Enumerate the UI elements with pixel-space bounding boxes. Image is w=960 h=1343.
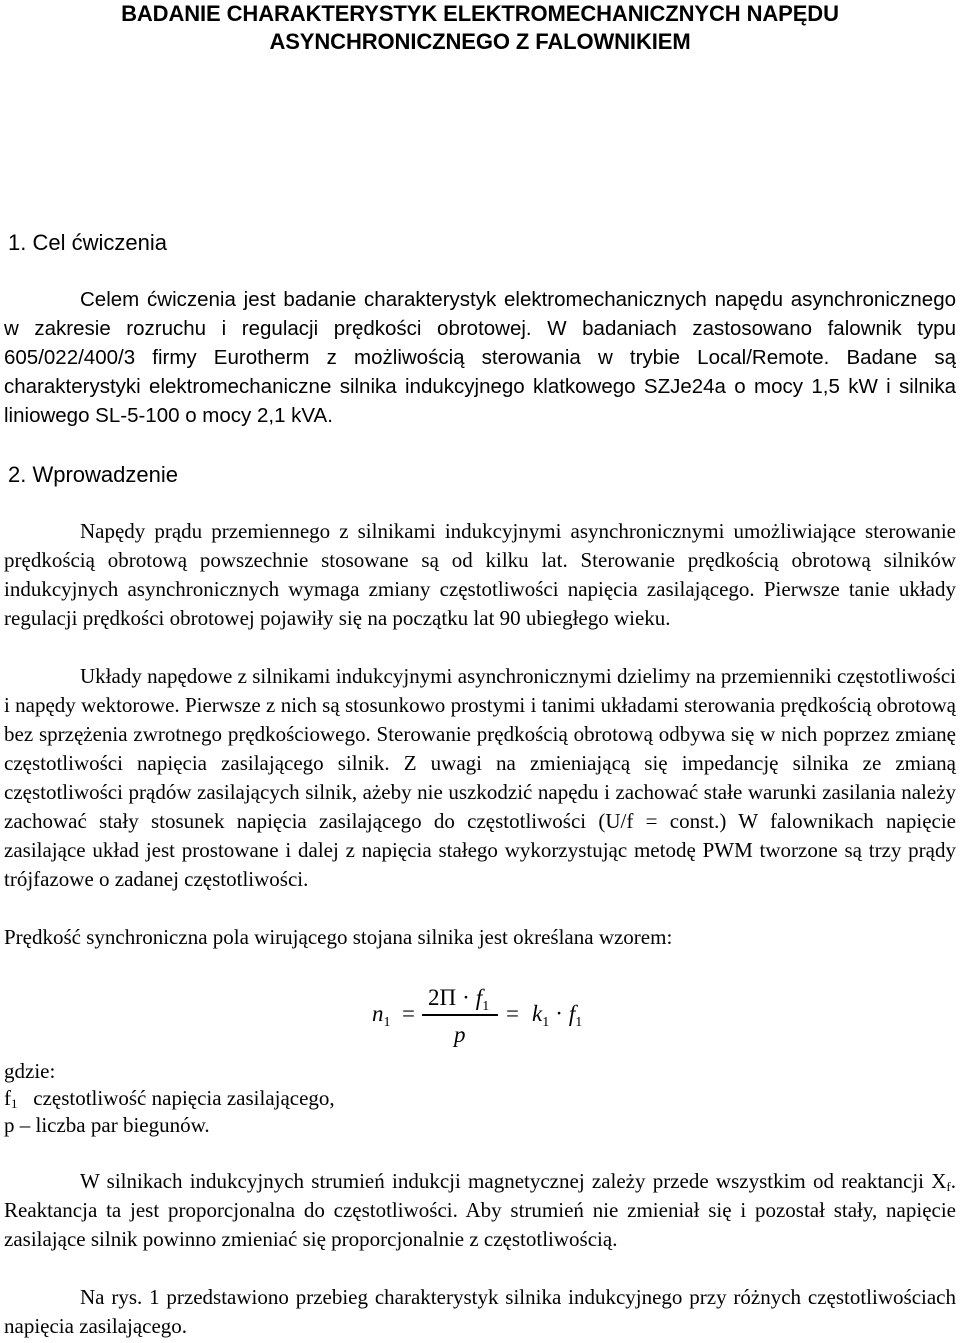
definition-f1: $f_1$ częstotliwość napięcia zasilającego, (4, 1086, 335, 1111)
definition-p: p – liczba par biegunów. (4, 1113, 210, 1137)
formula-numerator: $2\Pi \cdot f_1$ (428, 985, 490, 1014)
formula-intro-text: Prędkość synchroniczna pola wirującego stojana silnika jest określana wzorem: (4, 925, 673, 949)
document-title-line-1: BADANIE CHARAKTERYSTYK ELEKTROMECHANICZNYCH NAPĘDU (121, 1, 839, 26)
intro-paragraph-4: W silnikach indukcyjnych strumień indukcji magnetycznej zależy przede wszystkim od reaktancji $X_f$. Reaktancja ta jest proporcjonalna do częstotliwości. Aby strumień nie zmieniał się i pozostał stały, napięcie zasilające silnik powinno zmieniać się proporcjonalnie z częstotliwością. (4, 1169, 956, 1251)
formula-rhs: $k_1 \cdot f_1$ (532, 1001, 583, 1030)
formula-denominator: p (454, 1022, 466, 1047)
synchronous-speed-formula (372, 985, 602, 1055)
where-label: gdzie: (4, 1059, 56, 1083)
intro-paragraph-5: Na rys. 1 przedstawiono przebieg charakterystyk silnika indukcyjnego przy różnych częstotliwościach napięcia zasilającego. (4, 1285, 956, 1338)
fraction-bar (422, 1014, 498, 1016)
intro-paragraph-2: Układy napędowe z silnikami indukcyjnymi asynchronicznymi dzielimy na przemienniki częstotliwości i napędy wektorowe. Pierwsze z nich są stosunkowo prostymi i tanimi układami sterowania prędkością obrotową bez sprzężenia zwrotnego prędkościowego. Sterowanie prędkością obrotową odbywa się w nich poprzez zmianę częstotliwości napięcia zasilającego silnik. Z uwagi na zmieniającą się impedancję silnika ze zmianą częstotliwości prądów zasilających silnik, ażeby nie uszkodzić napędu i zachować stałe warunki zasilania należy zachować stały stosunek napięcia zasilającego do częstotliwości (U/f = const.) W falownikach napięcie zasilające układ jest prostowane i dalej z napięcia stałego wykorzystując metodę PWM tworzone są trzy prądy trójfazowe o zadanej częstotliwości. (4, 664, 956, 891)
section-1-heading: 1. Cel ćwiczenia (8, 230, 167, 255)
intro-paragraph-1: Napędy prądu przemiennego z silnikami indukcyjnymi asynchronicznymi umożliwiające sterowanie prędkością obrotową powszechnie stosowane są od kilku lat. Sterowanie prędkością obrotową silników indukcyjnych asynchronicznych wymaga zmiany częstotliwości napięcia zasilającego. Pierwsze tanie układy regulacji prędkości obrotowej pojawiły się na początku lat 90 ubiegłego wieku. (4, 519, 956, 630)
formula-lhs: $n_1$ (372, 1001, 391, 1030)
formula-equals: = (402, 1001, 415, 1026)
section-2-heading: 2. Wprowadzenie (8, 462, 178, 487)
document-title-line-2: ASYNCHRONICZNEGO Z FALOWNIKIEM (269, 29, 691, 54)
section-1-paragraph: Celem ćwiczenia jest badanie charakterystyk elektromechanicznych napędu asynchronicznego w zakresie rozruchu i regulacji prędkości obrotowej. W badaniach zastosowano falownik typu 605/022/400/3 firmy Eurotherm z możliwością sterowania w trybie Local/Remote. Badane są charakterystyki elektromechaniczne silnika indukcyjnego klatkowego SZJe24a o mocy 1,5 kW i silnika liniowego SL-5-100 o mocy 2,1 kVA. (4, 288, 956, 427)
formula-equals-2: = (506, 1001, 519, 1026)
